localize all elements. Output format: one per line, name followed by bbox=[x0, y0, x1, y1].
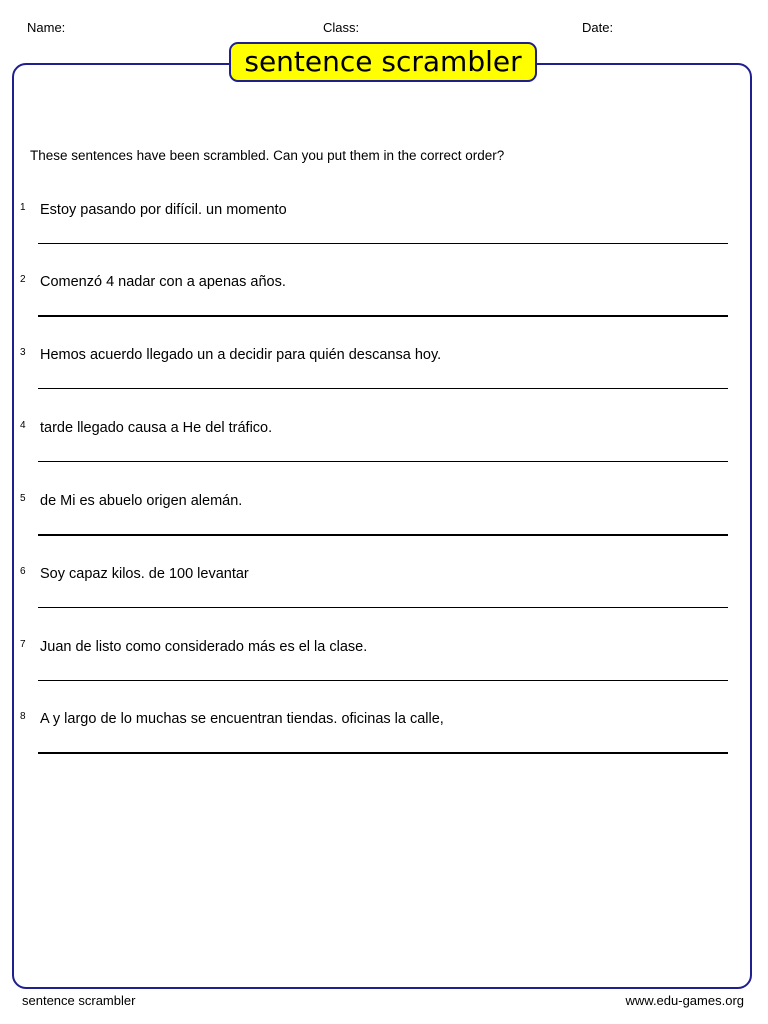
answer-line[interactable] bbox=[38, 243, 728, 244]
instructions: These sentences have been scrambled. Can you put them in the correct order? bbox=[30, 148, 505, 163]
scrambled-sentence: de Mi es abuelo origen alemán. bbox=[40, 493, 243, 509]
scrambled-sentence: Soy capaz kilos. de 100 levantar bbox=[40, 566, 249, 582]
sentence-item-5 bbox=[0, 493, 768, 553]
scrambled-sentence: Hemos acuerdo llegado un a decidir para quién descansa hoy. bbox=[40, 347, 442, 363]
footer-website: www.edu-games.org bbox=[625, 993, 744, 1008]
scrambled-sentence: Estoy pasando por difícil. un momento bbox=[40, 202, 287, 218]
item-number: 1 bbox=[20, 202, 26, 213]
answer-line[interactable] bbox=[38, 534, 728, 536]
worksheet-title: sentence scrambler bbox=[229, 42, 537, 82]
scrambled-sentence: A y largo de lo muchas se encuentran tiendas. oficinas la calle, bbox=[40, 711, 444, 727]
item-number: 4 bbox=[20, 420, 26, 431]
footer-title: sentence scrambler bbox=[22, 993, 136, 1008]
scrambled-sentence: Comenzó 4 nadar con a apenas años. bbox=[40, 274, 286, 290]
answer-line[interactable] bbox=[38, 680, 728, 681]
date-label: Date: bbox=[582, 20, 614, 35]
item-number: 8 bbox=[20, 711, 26, 722]
scrambled-sentence: tarde llegado causa a He del tráfico. bbox=[40, 420, 273, 436]
answer-line[interactable] bbox=[38, 752, 728, 754]
class-label: Class: bbox=[323, 20, 360, 35]
item-number: 2 bbox=[20, 274, 26, 285]
answer-line[interactable] bbox=[38, 607, 728, 608]
sentence-item-1 bbox=[0, 202, 768, 262]
answer-line[interactable] bbox=[38, 388, 728, 389]
name-label: Name: bbox=[27, 20, 66, 35]
answer-line[interactable] bbox=[38, 315, 728, 317]
item-number: 7 bbox=[20, 639, 26, 650]
scrambled-sentence: Juan de listo como considerado más es el la clase. bbox=[40, 639, 368, 655]
sentence-item-2 bbox=[0, 274, 768, 334]
answer-line[interactable] bbox=[38, 461, 728, 462]
sentence-item-7 bbox=[0, 639, 768, 699]
item-number: 6 bbox=[20, 566, 26, 577]
sentence-item-8 bbox=[0, 711, 768, 771]
sentence-item-6 bbox=[0, 566, 768, 626]
item-number: 5 bbox=[20, 493, 26, 504]
sentence-item-4 bbox=[0, 420, 768, 480]
sentence-item-3 bbox=[0, 347, 768, 407]
item-number: 3 bbox=[20, 347, 26, 358]
